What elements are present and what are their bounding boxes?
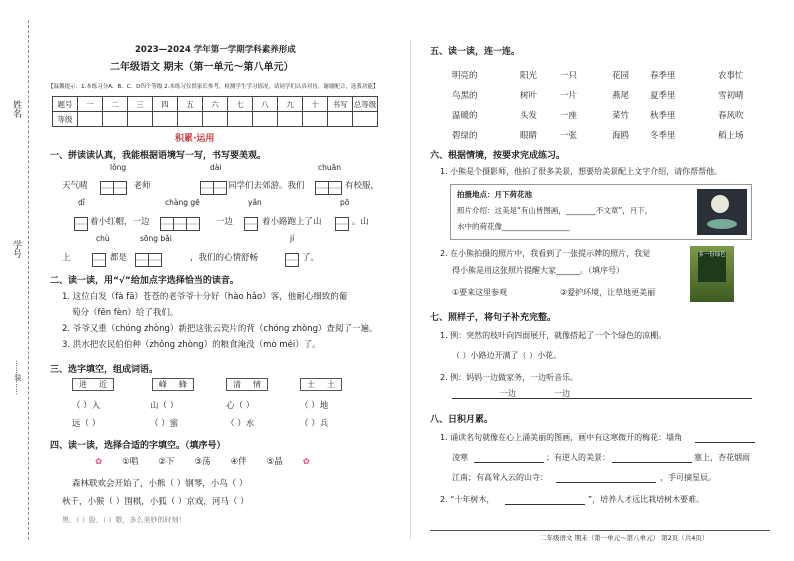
match-col: 农事忙 雪初晴 春风吹 稻上场 — [718, 71, 744, 141]
q8-title: 八、日积月累。 — [430, 415, 494, 425]
score-head: 三 — [128, 97, 153, 112]
q2-line[interactable]: 萄分（fēn fèn）给了我们。 — [72, 308, 179, 318]
match-col: 一只 一片 一座 一张 — [560, 71, 578, 141]
char: 土 — [327, 380, 335, 389]
q1-text: 都是 — [110, 253, 128, 263]
score-head: 八 — [253, 97, 278, 112]
grade-cell[interactable] — [153, 112, 178, 127]
q1-text: 有校服， — [345, 181, 380, 191]
pinyin: chàng gē — [165, 198, 200, 207]
pinyin: yǎn — [248, 198, 262, 207]
q1-title: 一、拼读读认真，我能根据语境写一写，书写要美观。 — [50, 151, 267, 161]
q1-text: 了。 — [302, 253, 320, 263]
choice[interactable]: ②爱护环境，让草地更美丽 — [560, 288, 656, 297]
q1-text: 上 — [62, 253, 71, 263]
writing-boxes[interactable] — [200, 177, 226, 196]
word-group — [72, 378, 114, 391]
q8-line: 1. 诵读名句就像在心上涌美丽的图画，画中有这寒微开的梅花：墙角 — [440, 433, 683, 442]
score-head: 六 — [203, 97, 228, 112]
char: 清 — [233, 380, 241, 389]
q1-text: 着小红帽，一边 — [90, 217, 150, 227]
word-group — [226, 378, 268, 391]
match-col: 阳光 树叶 头发 眼睛 — [520, 71, 538, 141]
pinyin: chù — [96, 234, 110, 243]
q6-p2[interactable]: 得小熊是用这张照片提醒大家______。（填序号） — [452, 266, 624, 275]
column-divider — [410, 40, 411, 540]
q1-text: 。山 — [352, 217, 370, 227]
grade-cell[interactable] — [353, 112, 378, 127]
q3-title: 三、选字填空，组成词语。 — [50, 365, 159, 375]
answer-line[interactable] — [695, 442, 755, 443]
score-head: 书写 — [328, 97, 353, 112]
q7-title: 七、照样子，将句子补充完整。 — [430, 313, 557, 323]
card-place: 拍摄地点：月下荷花池 — [457, 190, 532, 199]
card-text: 照片介绍：这美是“有山皆图画，________不文章”，月下， — [457, 206, 653, 215]
char: 峰 — [159, 380, 167, 389]
score-head: 九 — [278, 97, 303, 112]
q8-line: ”，培养人才远比栽培树木要难。 — [588, 495, 705, 504]
fill-blank[interactable]: 心（ ） — [226, 401, 255, 411]
score-head: 五 — [178, 97, 203, 112]
writing-boxes[interactable] — [335, 213, 348, 232]
score-head: 总等级 — [353, 97, 378, 112]
grade-cell[interactable] — [328, 112, 353, 127]
q7-example: 1. 例：突然的枝叶向四面展开，就像搭起了一个个绿色的凉棚。 — [440, 331, 667, 340]
match-col: 春季里 夏季里 秋季里 冬季里 — [650, 71, 676, 141]
score-head: 二 — [103, 97, 128, 112]
card-text: 水中的荷花像__________________ — [457, 222, 570, 231]
q8-line: 凌寒 — [452, 453, 468, 462]
grade-cell[interactable] — [303, 112, 328, 127]
grade-cell[interactable] — [278, 112, 303, 127]
footer-text: 二年级语文 期末（第一单元～第八单元） 第2页（共4页） — [540, 534, 709, 542]
q4-line[interactable]: 黑，（ ）脸，（ ）歌，多么美妙的时刻！ — [62, 516, 186, 524]
q1-text: 一边 — [216, 217, 234, 227]
option: ③荡 — [194, 457, 211, 467]
grade-label: 等级 — [53, 112, 78, 127]
q8-line: ，手可摘星辰。 — [660, 473, 716, 482]
q1-text: 同学们去郊游。我们 — [228, 181, 305, 191]
id-label: 学号 — [11, 240, 21, 258]
flower-icon: ✿ — [95, 457, 103, 467]
pinyin: dǐ — [78, 198, 85, 207]
score-head: 题号 — [53, 97, 78, 112]
q1-text: ，老师 — [125, 181, 151, 191]
year-title: 2023—2024 学年第一学期学科素养形成 — [135, 45, 296, 55]
match-col: 花园 燕尾 菜竹 海鸥 — [612, 71, 630, 141]
q4-title: 四、读一读，选择合适的字填空。（填序号） — [50, 441, 226, 451]
fill-blank[interactable]: 山（ ） — [150, 401, 179, 411]
option: ①唱 — [122, 457, 139, 467]
fill-blank[interactable]: （ ）兵 — [300, 419, 329, 429]
q2-line[interactable]: 2. 爷爷又重（chóng zhòng）新把这张云瓷片的背（chóng zhòng）查阅了一遍。 — [62, 324, 378, 334]
fill-blank[interactable]: （ ）蜜 — [150, 419, 179, 429]
grade-cell[interactable] — [103, 112, 128, 127]
sign-text: 多一份绿色 — [698, 252, 726, 282]
pinyin: sōng bǎi — [140, 234, 172, 243]
choice[interactable]: ①要来这里参观 — [452, 288, 508, 297]
lotus-moon-image — [697, 189, 747, 235]
q6-p2: 2. 在小熊拍摄的照片中，我看到了一张提示牌的照片，我觉 — [440, 249, 651, 258]
answer-line[interactable] — [452, 398, 752, 399]
q1-text: ，我们的心情舒畅 — [190, 253, 259, 263]
writing-boxes[interactable] — [160, 213, 199, 232]
writing-boxes[interactable] — [100, 177, 126, 196]
q2-title: 二、读一读，用“√”给加点字选择恰当的读音。 — [50, 276, 239, 286]
footer-rule — [430, 530, 770, 531]
grade-cell[interactable] — [253, 112, 278, 127]
pinyin: jí — [290, 234, 295, 243]
char: 士 — [307, 380, 315, 389]
char: 近 — [99, 380, 107, 389]
answer-line[interactable] — [474, 462, 544, 463]
pinyin: dài — [210, 163, 222, 172]
writing-boxes[interactable] — [285, 249, 298, 268]
flower-icon: ✿ — [302, 457, 310, 467]
score-head: 十 — [303, 97, 328, 112]
answer-line[interactable] — [612, 462, 692, 463]
answer-line[interactable] — [556, 482, 656, 483]
answer-line[interactable] — [505, 504, 585, 505]
photo-card — [450, 184, 752, 240]
option: ⑤晶 — [266, 457, 283, 467]
exam-title: 二年级语文 期末（第一单元～第八单元） — [110, 62, 294, 73]
grade-cell[interactable] — [128, 112, 153, 127]
pinyin: lǒng — [110, 163, 127, 172]
score-head: 一 — [78, 97, 103, 112]
q8-line: 塞上，杏花烟雨 — [694, 453, 750, 462]
q1-text: 天气晴 — [62, 181, 88, 191]
q8-line: ；有逆人的美景： — [546, 453, 610, 462]
q7-answer[interactable]: 一边 一边 — [500, 389, 571, 398]
writing-boxes[interactable] — [92, 249, 105, 268]
grade-cell[interactable] — [178, 112, 203, 127]
q4-line[interactable]: 秋千，小猴（ ）围棋，小狐（ ）京戏，河马（ ） — [62, 497, 249, 507]
char: 进 — [79, 380, 87, 389]
q8-line: 江南；有高耸入云的山寺： — [452, 473, 548, 482]
grade-cell[interactable] — [228, 112, 253, 127]
pinyin: pō — [340, 198, 350, 207]
q2-line[interactable]: 3. 洪水把农民伯伯种（zhǒng zhòng）的粮食淹没（mò méi）了。 — [62, 340, 321, 350]
q2-line[interactable]: 1. 这位白发（fà fā）苍苍的老爷爷十分好（hào hǎo）客，他耐心细致的葡 — [62, 292, 348, 302]
binding-line — [28, 20, 29, 540]
q1-text: 着小路跑上了山 — [262, 217, 322, 227]
q7-example: 2. 例：妈妈一边做家务，一边听音乐。 — [440, 373, 579, 382]
q6-p1: 1. 小熊是个摄影师，他拍了很多美景，想要给美景配上文字介绍，请你帮帮他。 — [440, 167, 723, 176]
writing-boxes[interactable] — [315, 177, 341, 196]
writing-boxes[interactable] — [135, 249, 161, 268]
seal-label: ……装…… — [14, 360, 22, 395]
pinyin: chuān — [318, 163, 341, 172]
char: 蜂 — [179, 380, 187, 389]
q8-line: 2. “十年树木， — [440, 495, 495, 504]
word-group — [300, 378, 342, 391]
q6-title: 六、根据情境，按要求完成练习。 — [430, 151, 566, 161]
fill-blank[interactable]: （ ）水 — [226, 419, 255, 429]
char: 情 — [253, 380, 261, 389]
fill-blank[interactable]: 远（ ） — [72, 419, 101, 429]
q4-line[interactable]: 森林联欢会开始了，小熊（ ）钢琴，小鸟（ ） — [72, 479, 248, 489]
word-group — [152, 378, 194, 391]
fill-blank[interactable]: （ ）地 — [300, 401, 329, 411]
instructions: 【温馨提示：1.本练习分A、B、C、D四个等级 2.本练习仅供家长参考，检测学生学习情况，请同学们认真对待，谢谢配合，选我功能】 — [48, 84, 379, 90]
options-row — [95, 456, 310, 468]
grade-cell[interactable] — [203, 112, 228, 127]
score-table — [52, 96, 378, 127]
name-label: 姓名 — [11, 100, 21, 118]
q7-answer[interactable]: （ ）小路边开满了（ ）小花。 — [452, 351, 562, 360]
writing-boxes[interactable] — [244, 213, 257, 232]
score-head: 七 — [228, 97, 253, 112]
sign-photo — [690, 246, 734, 302]
option: ②下 — [158, 457, 175, 467]
match-col: 明亮的 鸟黑的 温暖的 碧绿的 — [452, 71, 478, 141]
grade-cell[interactable] — [78, 112, 103, 127]
fill-blank[interactable]: （ ）入 — [72, 401, 101, 411]
q5-title: 五、读一读，连一连。 — [430, 47, 521, 57]
score-head: 四 — [153, 97, 178, 112]
option: ④伴 — [230, 457, 247, 467]
section-stamp: 积累·运用 — [175, 134, 215, 144]
writing-boxes[interactable] — [74, 213, 87, 232]
